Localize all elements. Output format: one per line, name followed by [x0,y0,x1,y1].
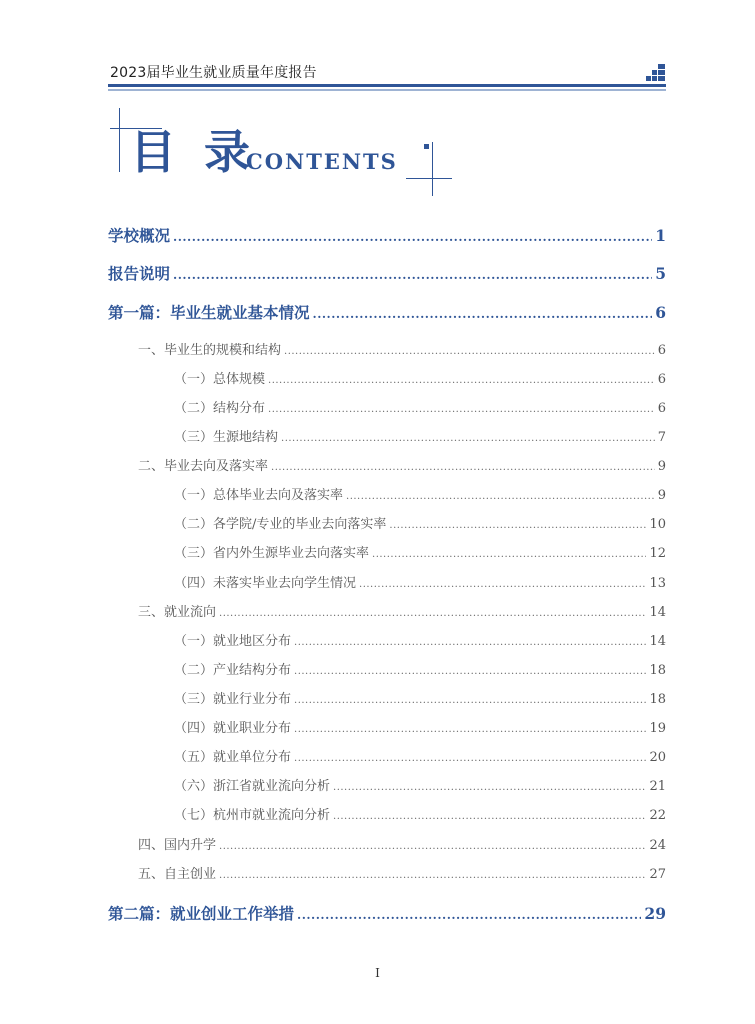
toc-entry-part-one[interactable] [108,301,666,323]
dot-leader [268,404,655,415]
toc-entry[interactable] [174,804,666,823]
header-rule-light [108,89,666,91]
toc-entry-label: （一）总体规模 [174,372,266,387]
dot-leader [219,870,646,881]
toc-entry-label: 学校概况 [108,226,171,245]
toc-entry-label: 第一篇：毕业生就业基本情况 [108,303,310,322]
contents-title: 目 录 [130,125,257,179]
contents-subtitle: CONTENTS [246,149,398,174]
toc-entry-label: （一）就业地区分布 [174,634,292,649]
toc-entry-page: 6 [657,401,666,416]
toc-entry[interactable] [174,775,666,794]
toc-entry-label: 第二篇：就业创业工作举措 [108,904,295,923]
toc-entry-label: 三、就业流向 [138,605,217,620]
toc-entry-label: （二）各学院/专业的毕业去向落实率 [174,517,387,532]
decor-square [424,144,429,149]
toc-entry[interactable] [138,339,666,358]
toc-entry-page: 22 [649,808,666,823]
dot-leader [284,346,655,357]
toc-entry-page: 9 [657,488,666,503]
toc-entry-label: （二）产业结构分布 [174,663,292,678]
toc-entry[interactable] [174,630,666,649]
dot-leader [294,753,646,764]
toc-entry-page: 18 [649,692,666,707]
toc-entry-page: 18 [649,663,666,678]
dot-leader [173,230,652,244]
toc-entry[interactable] [174,484,666,503]
toc-entry-label: （四）未落实毕业去向学生情况 [174,576,357,591]
toc-entry-label: （七）杭州市就业流向分析 [174,808,331,823]
header-rule [108,84,666,87]
toc-entry[interactable] [138,834,666,853]
toc-entry-label: 报告说明 [108,264,171,283]
dot-leader [359,579,646,590]
toc-entry-label: （四）就业职业分布 [174,721,292,736]
dot-leader [268,375,655,386]
toc-entry[interactable] [174,368,666,387]
toc-entry[interactable] [174,572,666,591]
toc-entry-page: 24 [649,838,666,853]
page-number: I [375,966,380,980]
toc-entry-label: 五、自主创业 [138,867,217,882]
dot-leader [333,782,646,793]
dot-leader [294,666,646,677]
dot-leader [219,841,646,852]
toc-entry-page: 14 [649,634,666,649]
dot-leader [271,462,655,473]
toc-entry[interactable] [174,688,666,707]
toc-entry-label: （三）省内外生源毕业去向落实率 [174,546,370,561]
toc-entry-label: 四、国内升学 [138,838,217,853]
dot-leader [297,908,641,922]
dot-leader [389,520,646,531]
toc-entry-school-overview[interactable] [108,224,666,246]
toc-entry-page: 7 [657,430,666,445]
decor-line [432,142,433,196]
toc-entry[interactable] [174,426,666,445]
dot-leader [219,608,646,619]
toc-entry-page: 27 [649,867,666,882]
toc-entry-label: 一、毕业生的规模和结构 [138,343,282,358]
toc-entry-page: 5 [655,264,666,283]
dot-leader [313,307,653,321]
dot-leader [294,637,646,648]
dot-leader [333,811,646,822]
dot-leader [281,433,655,444]
toc-entry-label: 二、毕业去向及落实率 [138,459,269,474]
toc-entry-page: 13 [649,576,666,591]
toc-entry-page: 12 [649,546,666,561]
toc-entry-label: （二）结构分布 [174,401,266,416]
toc-entry-page: 9 [657,459,666,474]
toc-entry-part-two[interactable] [108,902,666,924]
toc-entry-label: （三）生源地结构 [174,430,279,445]
toc-entry-page: 20 [649,750,666,765]
toc-entry-page: 14 [649,605,666,620]
dot-leader [294,695,646,706]
toc-entry-page: 10 [649,517,666,532]
toc-entry-page: 19 [649,721,666,736]
toc-entry-page: 6 [657,372,666,387]
toc-entry-label: （一）总体毕业去向及落实率 [174,488,344,503]
toc-entry[interactable] [174,513,666,532]
dot-leader [346,491,655,502]
toc-entry[interactable] [174,542,666,561]
dot-leader [372,549,646,560]
toc-entry-page: 6 [657,343,666,358]
toc-entry-label: （五）就业单位分布 [174,750,292,765]
toc-entry[interactable] [174,659,666,678]
toc-entry-page: 29 [644,904,666,923]
decor-line [406,178,452,179]
toc-entry-label: （三）就业行业分布 [174,692,292,707]
dot-leader [294,724,646,735]
toc-entry[interactable] [138,601,666,620]
toc-entry-label: （六）浙江省就业流向分析 [174,779,331,794]
report-title: 2023届毕业生就业质量年度报告 [110,65,317,81]
dot-leader [173,268,652,282]
toc-entry[interactable] [174,746,666,765]
toc-entry[interactable] [138,455,666,474]
toc-entry[interactable] [174,397,666,416]
toc-entry-report-notes[interactable] [108,262,666,284]
decor-line [119,108,120,172]
toc-entry[interactable] [138,863,666,882]
toc-entry-page: 6 [655,303,666,322]
toc-entry-page: 21 [649,779,666,794]
blocks-logo-icon [646,64,666,82]
toc-entry-page: 1 [655,226,666,245]
toc-entry[interactable] [174,717,666,736]
